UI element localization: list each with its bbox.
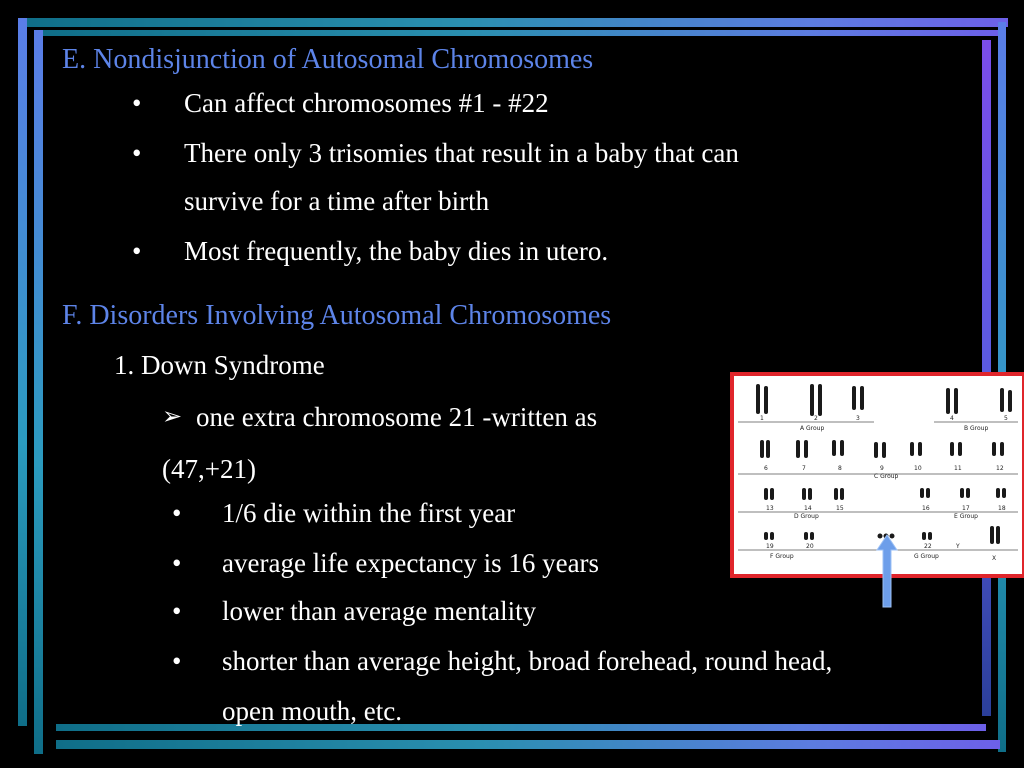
karyotype-notation: (47,+21) xyxy=(162,454,256,484)
bullet-dot: • xyxy=(132,88,142,118)
section-f-bullet-3: lower than average mentality xyxy=(222,596,537,626)
section-e-bullet-1: Can affect chromosomes #1 - #22 xyxy=(184,88,549,118)
karyotype-label: 11 xyxy=(954,465,962,472)
section-e-heading: E. Nondisjunction of Autosomal Chromosomes xyxy=(62,44,594,75)
karyotype-group-label: C Group xyxy=(874,473,899,480)
section-f-heading: F. Disorders Involving Autosomal Chromosomes xyxy=(62,300,612,331)
section-f-bullet-4: shorter than average height, broad forehead, round head, xyxy=(222,646,833,676)
karyotype-label: X xyxy=(992,555,997,562)
row-2-chromosomes xyxy=(760,440,1004,458)
bullet-dot: • xyxy=(172,548,182,578)
section-e-bullet-2-cont: survive for a time after birth xyxy=(184,186,490,216)
section-e-bullet-3: Most frequently, the baby dies in utero. xyxy=(184,236,609,266)
bullet-dot: • xyxy=(172,596,182,626)
karyotype-label: 19 xyxy=(766,543,774,550)
karyotype-group-label: G Group xyxy=(914,553,939,560)
karyotype-label: 5 xyxy=(1004,415,1008,422)
karyotype-label: 10 xyxy=(914,465,922,472)
karyotype-label: 17 xyxy=(962,505,970,512)
karyotype-label: 15 xyxy=(836,505,844,512)
karyotype-label: 2 xyxy=(814,415,818,422)
bullet-dot: • xyxy=(132,236,142,266)
extra-chromosome-line: one extra chromosome 21 -written as xyxy=(196,402,598,432)
bottom-frame-bar-outer xyxy=(56,740,1000,749)
section-f-bullet-4-cont: open mouth, etc. xyxy=(222,696,402,726)
bullet-dot: • xyxy=(172,646,182,676)
karyotype-label: 16 xyxy=(922,505,930,512)
left-frame-bar-outer xyxy=(18,18,27,726)
karyotype-group-label: A Group xyxy=(800,425,825,432)
karyotype-group-label: E Group xyxy=(954,513,978,520)
karyotype-label: Y xyxy=(956,543,960,550)
arrow-bullet-icon: ➢ xyxy=(162,404,183,430)
top-frame-bar-outer xyxy=(18,18,1008,27)
karyotype-label: 14 xyxy=(804,505,812,512)
karyotype-label: 8 xyxy=(838,465,842,472)
bottom-frame-bar-inner xyxy=(56,724,986,731)
row-3-chromosomes xyxy=(764,488,1006,500)
karyotype-label: 4 xyxy=(950,415,954,422)
arrow-up-icon xyxy=(876,534,898,608)
karyotype-label: 20 xyxy=(806,543,814,550)
karyotype-label: 9 xyxy=(880,465,884,472)
karyotype-label: 12 xyxy=(996,465,1004,472)
left-frame-bar-inner xyxy=(34,30,43,754)
top-frame-bar-inner xyxy=(40,30,1000,36)
section-f-bullet-2: average life expectancy is 16 years xyxy=(222,548,600,578)
section-e-bullet-2: There only 3 trisomies that result in a baby that can xyxy=(184,138,739,168)
karyotype-label: 1 xyxy=(760,415,764,422)
karyotype-group-label: F Group xyxy=(770,553,794,560)
section-f-bullet-1: 1/6 die within the first year xyxy=(222,498,516,528)
karyotype-label: 13 xyxy=(766,505,774,512)
karyotype-label: 6 xyxy=(764,465,768,472)
karyotype-group-label: D Group xyxy=(794,513,819,520)
row-1-chromosomes xyxy=(756,384,1012,416)
bullet-dot: • xyxy=(132,138,142,168)
karyotype-label: 18 xyxy=(998,505,1006,512)
karyotype-label: 22 xyxy=(924,543,932,550)
bullet-dot: • xyxy=(172,498,182,528)
karyotype-label: 7 xyxy=(802,465,806,472)
down-syndrome-subheading: 1. Down Syndrome xyxy=(114,350,325,380)
karyotype-group-label: B Group xyxy=(964,425,989,432)
karyotype-label: 3 xyxy=(856,415,860,422)
